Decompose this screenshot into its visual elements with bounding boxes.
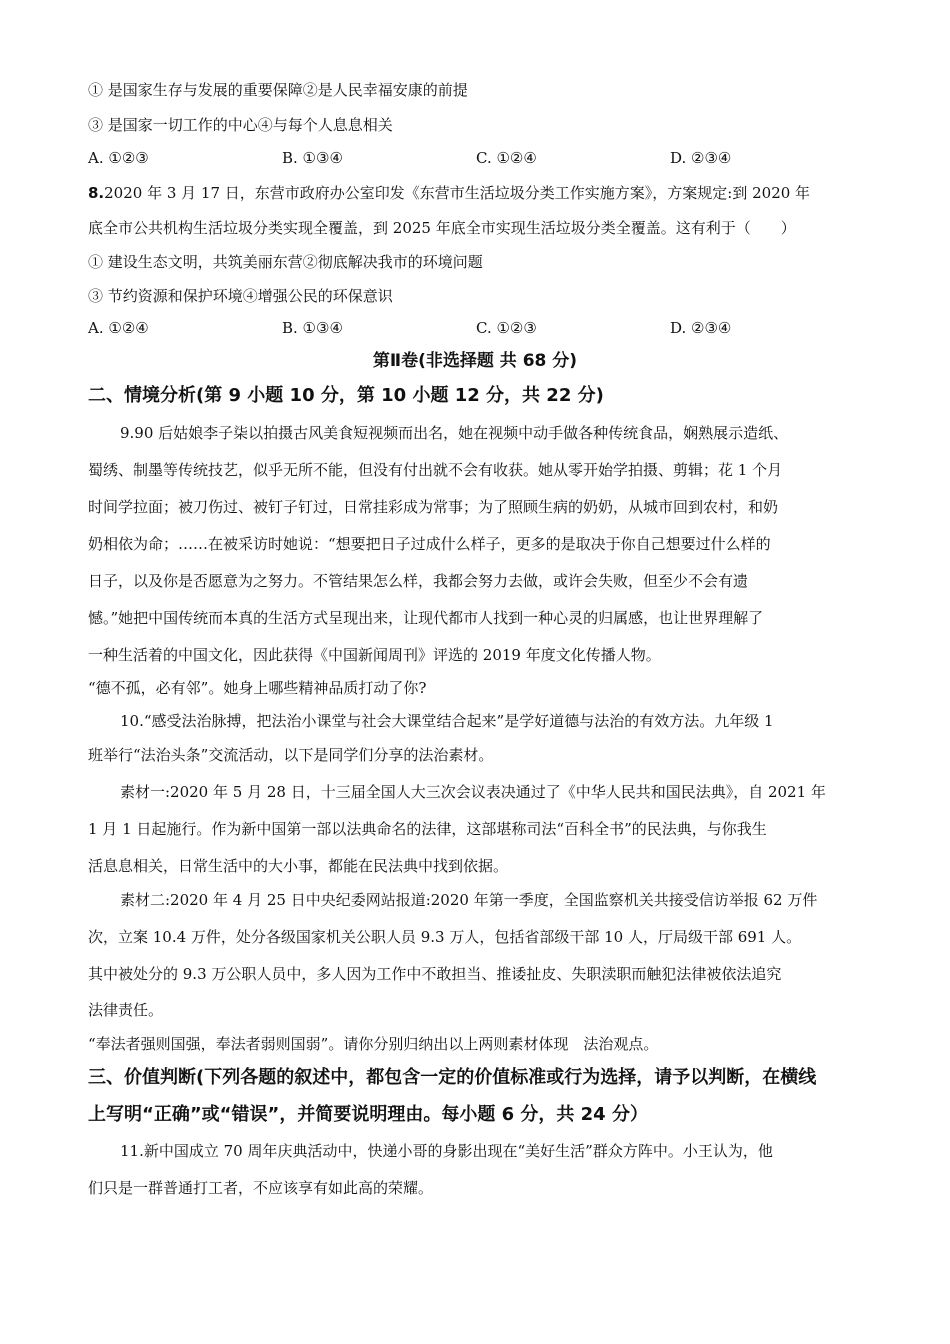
q9-line-1: 9.90 后姑娘李子柒以拍摄古风美食短视频而出名，她在视频中动手做各种传统食品，娴熟展示造纸、 [120,424,789,442]
q8-option-c: C. ①②③ [476,319,537,337]
q10-material-1-line-1: 素材一:2020 年 5 月 28 日，十三届全国人大三次会议表决通过了《中华人民共和国民法典》，自 2021 年 [120,783,826,801]
q7-option-c: C. ①②④ [476,149,537,167]
q7-option-b: B. ①③④ [282,149,343,167]
section-3-title-line-2: 上写明“正确”或“错误”，并简要说明理由。每小题 6 分，共 24 分） [88,1104,648,1125]
q8-stem-line-1 [88,183,868,203]
q8-option-b: B. ①③④ [282,319,343,337]
q10-material-2-line-3: 其中被处分的 9.3 万公职人员中，多人因为工作中不敢担当、推诿扯皮、失职渎职而触犯法律被依法追究 [88,965,782,983]
q8-option-a: A. ①②④ [88,319,149,337]
q8-option-d: D. ②③④ [670,319,732,337]
q10-material-2-line-2: 次，立案 10.4 万件，处分各级国家机关公职人员 9.3 万人，包括省部级干部 10 人，厅局级干部 691 人。 [88,928,802,946]
q9-line-5: 日子，以及你是否愿意为之努力。不管结果怎么样，我都会努力去做，或许会失败，但至少不会有遗 [88,572,749,590]
q11-line-1: 11.新中国成立 70 周年庆典活动中，快递小哥的身影出现在“美好生活”群众方阵中。小王认为，他 [120,1142,773,1160]
q8-stem-text: 2020 年 3 月 17 日，东营市政府办公室印发《东营市生活垃圾分类工作实施方案》，方案规定:到 2020 年 [104,184,811,202]
q11-line-2: 们只是一群普通打工者，不应该享有如此高的荣耀。 [88,1179,434,1197]
q9-line-2: 蜀绣、制墨等传统技艺，似乎无所不能，但没有付出就不会有收获。她从零开始学拍摄、剪辑；花 1 个月 [88,461,783,479]
q8-number: 8. [88,184,105,202]
q9-line-6: 憾。”她把中国传统而本真的生活方式呈现出来，让现代都市人找到一种心灵的归属感，也让世界理解了 [88,609,764,627]
section-3-title-line-1: 三、价值判断(下列各题的叙述中，都包含一定的价值标准或行为选择，请予以判断，在横线 [88,1067,817,1088]
q10-material-1-line-2: 1 月 1 日起施行。作为新中国第一部以法典命名的法律，这部堪称司法“百科全书”的民法典，与你我生 [88,820,767,838]
q9-line-7: 一种生活着的中国文化，因此获得《中国新闻周刊》评选的 2019 年度文化传播人物。 [88,646,661,664]
q7-option-d: D. ②③④ [670,149,732,167]
q7-statement-3-4: ③ 是国家一切工作的中心④与每个人息息相关 [88,116,393,134]
q10-line-2: 班举行“法治头条”交流活动，以下是同学们分享的法治素材。 [88,746,494,764]
q8-statement-1-2: ① 建设生态文明，共筑美丽东营②彻底解决我市的环境问题 [88,253,483,271]
q7-statement-1-2: ① 是国家生存与发展的重要保障②是人民幸福安康的前提 [88,81,468,99]
q7-option-a: A. ①②③ [88,149,149,167]
q10-material-2-line-1: 素材二:2020 年 4 月 25 日中央纪委网站报道:2020 年第一季度，全国监察机关共接受信访举报 62 万件 [120,891,818,909]
q8-statement-3-4: ③ 节约资源和保护环境④增强公民的环保意识 [88,287,393,305]
q10-material-2-line-4: 法律责任。 [88,1001,164,1019]
q10-question: “奉法者强则国强，奉法者弱则国弱”。请你分别归纳出以上两则素材体现 法治观点。 [88,1035,659,1053]
part-2-title: 第Ⅱ卷(非选择题 共 68 分) [372,351,578,371]
q10-line-1: 10.“感受法治脉搏，把法治小课堂与社会大课堂结合起来”是学好道德与法治的有效方法。九年级 1 [120,712,774,730]
q9-question: “德不孤，必有邻”。她身上哪些精神品质打动了你? [88,679,427,697]
q9-line-4: 奶相依为命；……在被采访时她说：“想要把日子过成什么样子，更多的是取决于你自己想要过什么样的 [88,535,771,553]
q10-material-1-line-3: 活息息相关，日常生活中的大小事，都能在民法典中找到依据。 [88,857,509,875]
q8-stem-line-2: 底全市公共机构生活垃圾分类实现全覆盖，到 2025 年底全市实现生活垃圾分类全覆盖。这有利于（ ） [88,219,796,237]
q9-line-3: 时间学拉面；被刀伤过、被钉子钉过，日常挂彩成为常事；为了照顾生病的奶奶，从城市回到农村，和奶 [88,498,779,516]
section-2-title: 二、情境分析(第 9 小题 10 分，第 10 小题 12 分，共 22 分) [88,385,604,406]
